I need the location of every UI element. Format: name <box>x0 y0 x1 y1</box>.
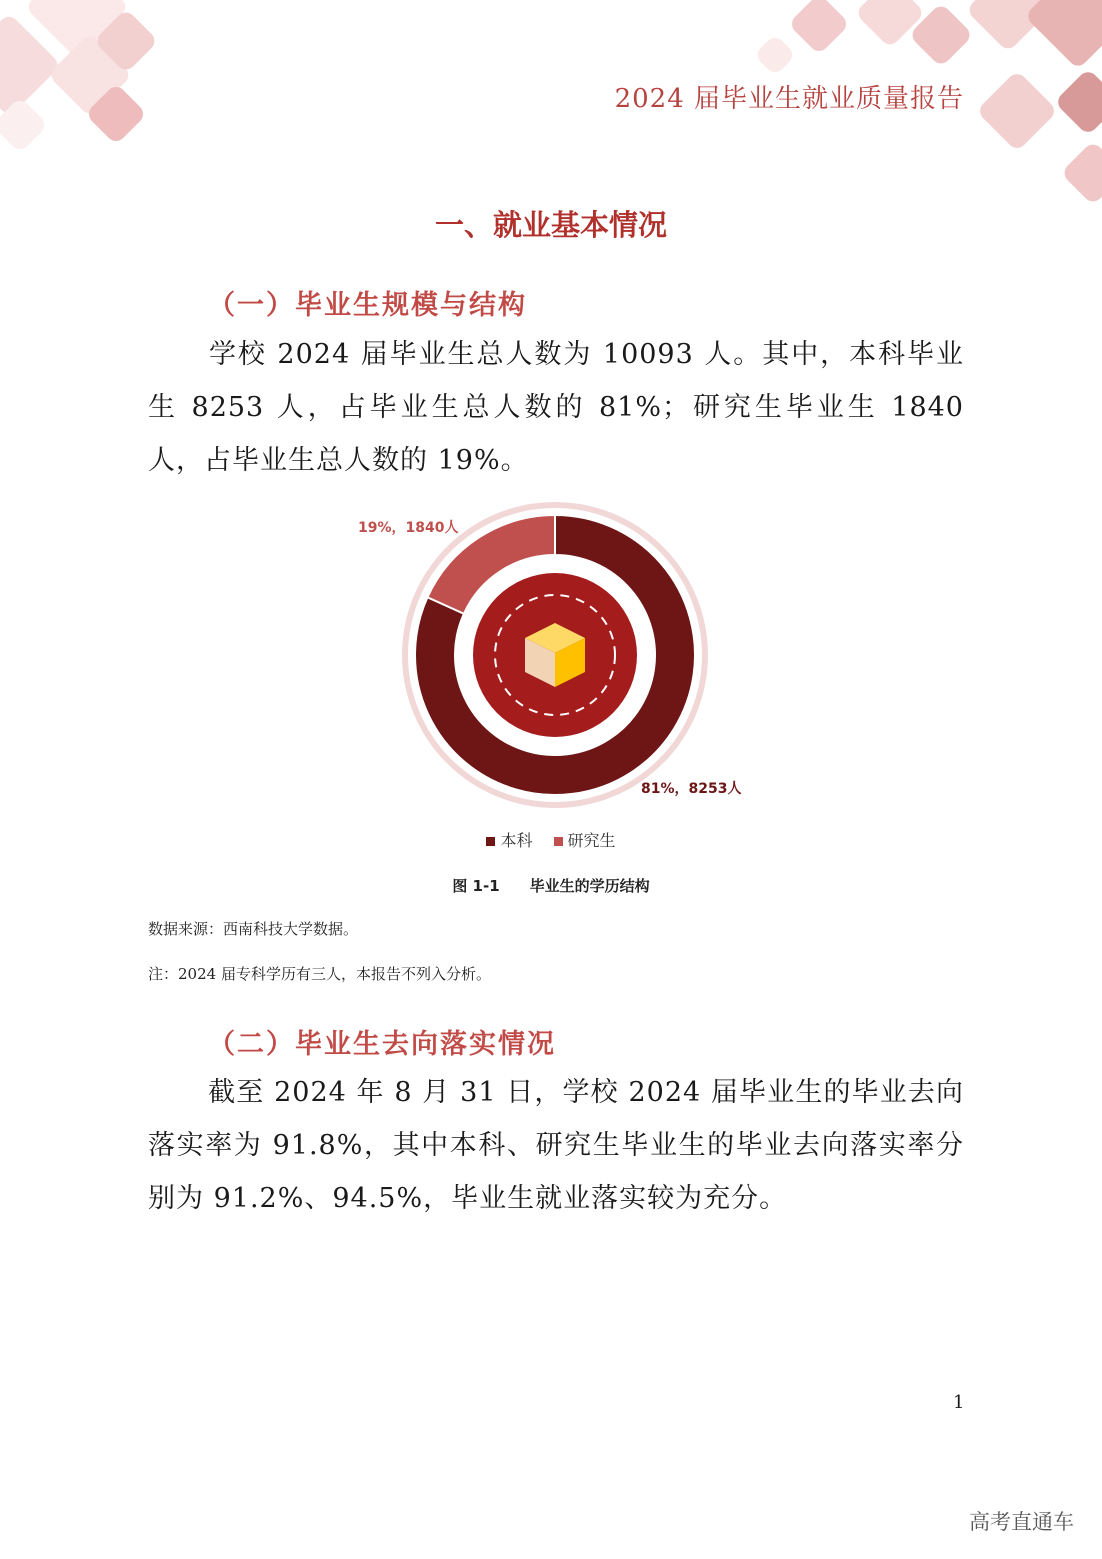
data-label-graduate: 19%，1840人 <box>358 520 459 536</box>
subsection-title-scale: （一）毕业生规模与结构 <box>208 290 527 321</box>
watermark: 高考直通车 <box>969 1510 1074 1534</box>
subsection-title-destination: （二）毕业生去向落实情况 <box>208 1029 556 1060</box>
legend-swatch-graduate <box>554 837 563 846</box>
figure-number: 图 1-1 <box>452 877 500 895</box>
page-number: 1 <box>953 1392 965 1413</box>
paragraph-scale-text: 学校 2024 届毕业生总人数为 10093 人。其中，本科毕业生 8253 人，占毕业生总人数的 81%；研究生毕业生 1840 人，占毕业生总人数的 19%。 <box>148 339 964 476</box>
legend-item-graduate <box>554 828 616 851</box>
education-structure-donut-chart <box>330 500 770 820</box>
paragraph-destination-text: 截至 2024 年 8 月 31 日，学校 2024 届毕业生的毕业去向落实率为 91.8%，其中本科、研究生毕业生的毕业去向落实率分别为 91.2%、94.5%，毕业生就业落实较为充分。 <box>148 1077 964 1214</box>
legend-label-graduate: 研究生 <box>567 831 616 850</box>
section-title: 一、就业基本情况 <box>434 208 667 242</box>
legend-label-undergrad: 本科 <box>500 831 533 850</box>
report-header-title: 2024 届毕业生就业质量报告 <box>614 84 964 114</box>
legend-swatch-undergrad <box>486 837 495 846</box>
chart-legend <box>0 828 1102 851</box>
paragraph-destination <box>148 1066 964 1225</box>
figure-caption-text: 毕业生的学历结构 <box>529 877 650 895</box>
data-label-undergrad: 81%，8253人 <box>641 781 742 797</box>
footnote: 注：2024 届专科学历有三人，本报告不列入分析。 <box>148 965 491 983</box>
data-source-note: 数据来源：西南科技大学数据。 <box>148 920 359 938</box>
figure-caption <box>0 875 1102 896</box>
paragraph-scale <box>148 328 964 487</box>
legend-item-undergrad <box>486 828 532 851</box>
